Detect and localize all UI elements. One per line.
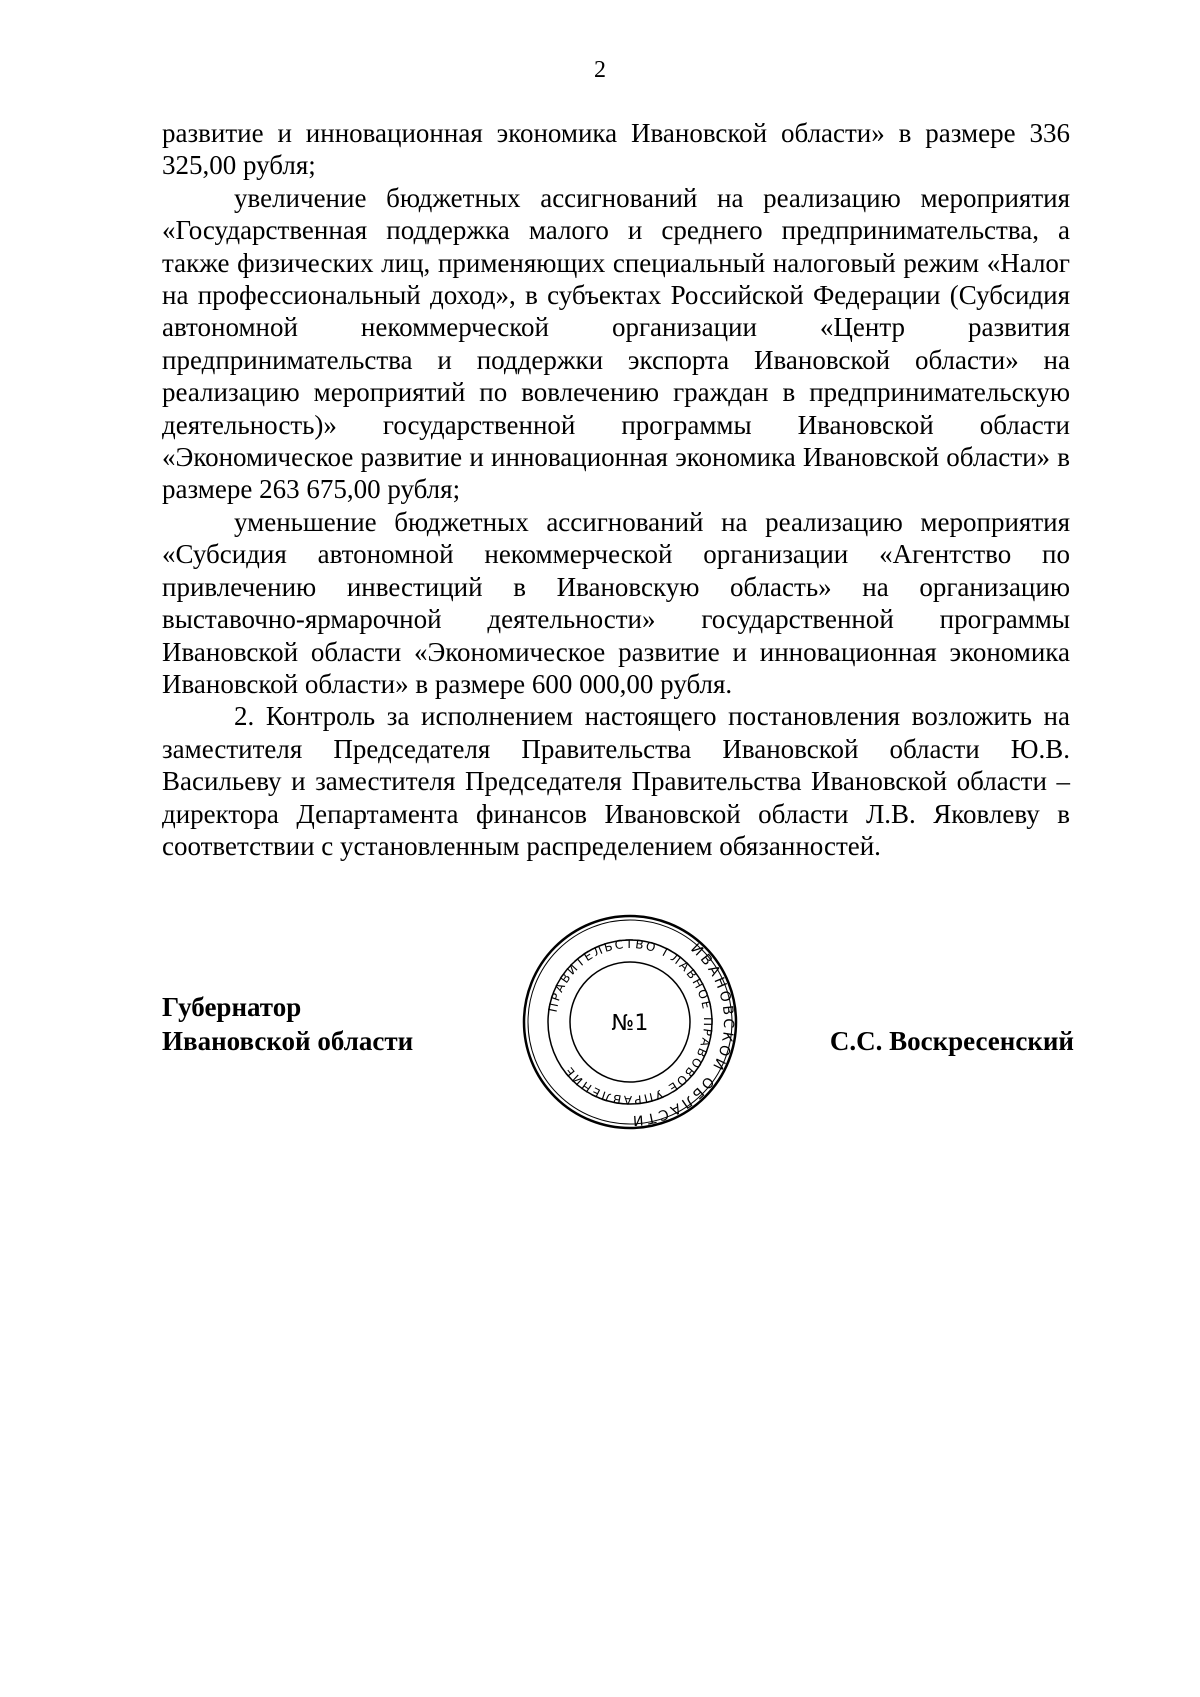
document-body	[162, 117, 1070, 862]
stamp-outer-text: ИВАНОВСКОЙ ОБЛАСТИ	[629, 940, 737, 1129]
signatory-title	[162, 990, 413, 1058]
paragraph: увеличение бюджетных ассигнований на реализацию мероприятия «Государственная поддержка малого и среднего предпринимательства, а также физических лиц, применяющих специальный налоговый режим «Налог на профессиональный доход», в субъектах Российской Федерации (Субсидия автономной некоммерческой организации «Центр развития предпринимательства и поддержки экспорта Ивановской области» на реализацию мероприятий по вовлечению граждан в предпринимательскую деятельность)» государственной программы Ивановской области «Экономическое развитие и инновационная экономика Ивановской области» в размере 263 675,00 рубля;	[162, 182, 1070, 505]
paragraph: развитие и инновационная экономика Ивановской области» в размере 336 325,00 рубля;	[162, 118, 1070, 181]
signatory-title-line1: Губернатор	[162, 992, 302, 1022]
stamp-inner-text: ПРАВИТЕЛЬСТВО ГЛАВНОЕ ПРАВОВОЕ УПРАВЛЕНИЕ	[545, 936, 716, 1108]
signatory-title-line2: Ивановской области	[162, 1026, 414, 1056]
stamp-number: №1	[611, 1011, 649, 1036]
official-stamp	[520, 912, 740, 1132]
paragraph: уменьшение бюджетных ассигнований на реализацию мероприятия «Субсидия автономной некоммерческой организации «Агентство по привлечению инвестиций в Ивановскую область» на организацию выставочно-ярмарочной деятельности» государственной программы Ивановской области «Экономическое развитие и инновационная экономика Ивановской области» в размере 600 000,00 рубля.	[162, 506, 1070, 699]
paragraph: 2. Контроль за исполнением настоящего постановления возложить на заместителя Председателя Правительства Ивановской области Ю.В. Васильеву и заместителя Председателя Правительства Ивановской области – директора Департамента финансов Ивановской области Л.В. Яковлеву в соответствии с установленным распределением обязанностей.	[162, 701, 1070, 861]
page-number: 2	[594, 57, 606, 83]
signatory-name: С.С. Воскресенский	[829, 1026, 1074, 1056]
